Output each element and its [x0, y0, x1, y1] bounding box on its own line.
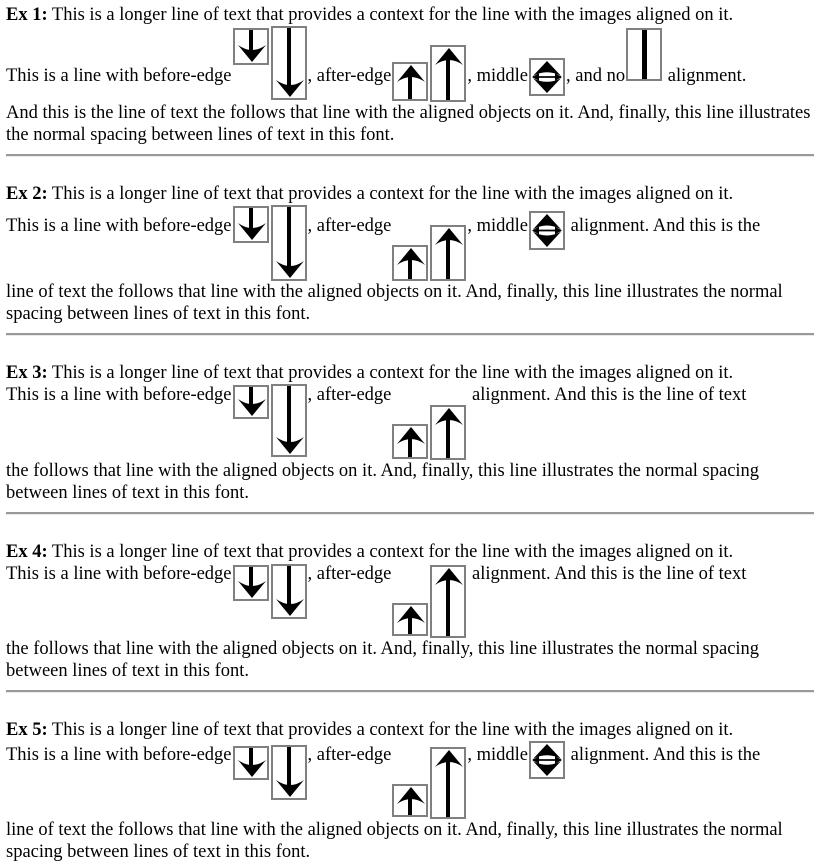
context-text: This is a longer line of text that provides a context for the line with the images aligned on it. [51, 542, 734, 562]
flow-text: , after-edge [307, 745, 392, 765]
example-5 [6, 719, 814, 863]
context-text: This is a longer line of text that provides a context for the line with the images aligned on it. [51, 720, 734, 740]
example-label: Ex 2: [6, 184, 48, 204]
flow-text: alignment. And this is the line of text [467, 385, 747, 405]
large-down-arrow-icon [271, 384, 307, 457]
example-1 [6, 4, 814, 146]
small-up-arrow-icon [392, 245, 428, 281]
middle-align-icon [529, 211, 565, 250]
section-divider [6, 690, 814, 693]
aligned-line [6, 384, 814, 504]
example-4 [6, 541, 814, 682]
aligned-line [6, 205, 814, 325]
large-up-arrow-icon [430, 45, 466, 102]
flow-text: , after-edge [307, 66, 392, 86]
flow-text: the follows that line with the aligned objects on it. And, finally, this line illustrates the normal spacing between lines of text in this font. [6, 461, 760, 503]
small-up-arrow-icon [392, 62, 428, 101]
section-divider [6, 333, 814, 336]
aligned-line [6, 741, 814, 863]
section-divider [6, 154, 814, 157]
context-text: This is a longer line of text that provides a context for the line with the images aligned on it. [51, 5, 734, 25]
flow-text: This is a line with before-edge [6, 385, 232, 405]
example-label: Ex 1: [6, 5, 48, 25]
context-text: This is a longer line of text that provides a context for the line with the images aligned on it. [51, 184, 734, 204]
flow-text: , after-edge [307, 564, 392, 584]
large-down-arrow-icon [271, 26, 307, 100]
flow-text: alignment. [663, 66, 747, 86]
large-down-arrow-icon [271, 745, 307, 800]
large-up-arrow-icon [430, 225, 466, 281]
example-label: Ex 3: [6, 363, 48, 383]
flow-text: alignment. And this is the line of text [467, 564, 747, 584]
small-down-arrow-icon [233, 746, 269, 780]
flow-text: alignment. And this is the [566, 216, 761, 236]
context-line [6, 362, 814, 384]
large-down-arrow-icon [271, 564, 307, 619]
large-up-arrow-icon [430, 747, 466, 819]
flow-text: , middle [467, 216, 529, 236]
small-up-arrow-icon [392, 603, 428, 636]
flow-text: , middle [467, 745, 529, 765]
large-down-arrow-icon [271, 205, 307, 281]
example-2 [6, 183, 814, 325]
flow-text: And this is the line of text the follows that line with the aligned objects on it. And, finally, this line illustrates the normal spacing between lines of text in this font. [6, 103, 811, 145]
flow-text: This is a line with before-edge [6, 745, 232, 765]
no-align-bar-icon [626, 28, 662, 81]
context-line [6, 541, 814, 563]
example-label: Ex 5: [6, 720, 48, 740]
small-down-arrow-icon [233, 206, 269, 243]
small-down-arrow-icon [233, 385, 269, 419]
context-line [6, 4, 814, 26]
flow-text: the follows that line with the aligned objects on it. And, finally, this line illustrates the normal spacing between lines of text in this font. [6, 639, 760, 681]
flow-text: This is a line with before-edge [6, 564, 232, 584]
aligned-line [6, 563, 814, 682]
middle-align-icon [529, 741, 565, 779]
flow-text: line of text the follows that line with the aligned objects on it. And, finally, this line illustrates the normal spacing between lines of text in this font. [6, 820, 783, 862]
aligned-line [6, 26, 814, 146]
small-up-arrow-icon [392, 424, 428, 459]
flow-text: line of text the follows that line with the aligned objects on it. And, finally, this line illustrates the normal spacing between lines of text in this font. [6, 282, 783, 324]
flow-text: , and no [566, 66, 626, 86]
context-line [6, 719, 814, 741]
small-up-arrow-icon [392, 784, 428, 817]
context-line [6, 183, 814, 205]
flow-text: This is a line with before-edge [6, 66, 232, 86]
context-text: This is a longer line of text that provides a context for the line with the images aligned on it. [51, 363, 734, 383]
section-divider [6, 512, 814, 515]
alignment-test-page [6, 4, 814, 863]
flow-text: , after-edge [307, 385, 392, 405]
flow-text: , after-edge [307, 216, 392, 236]
small-down-arrow-icon [233, 565, 269, 601]
large-up-arrow-icon [430, 565, 466, 638]
flow-text: alignment. And this is the [566, 745, 761, 765]
large-up-arrow-icon [430, 405, 466, 460]
example-label: Ex 4: [6, 542, 48, 562]
example-3 [6, 362, 814, 504]
flow-text: This is a line with before-edge [6, 216, 232, 236]
flow-text: , middle [467, 66, 529, 86]
middle-align-icon [529, 58, 565, 96]
small-down-arrow-icon [233, 28, 269, 65]
